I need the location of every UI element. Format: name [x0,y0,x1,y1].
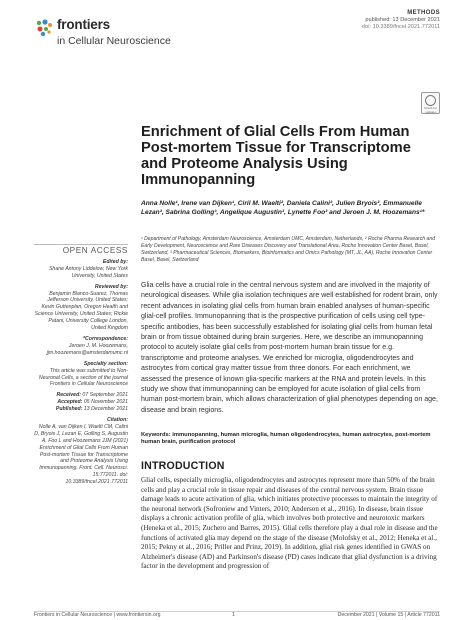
article-meta [362,10,440,31]
specialty-section-label: Specialty section: [83,360,128,367]
abstract: Glia cells have a crucial role in the central nervous system and are involved in the majority of neurological diseases. While glia isolation techniques are well established for rodent brain, only recent advances in isolating glial cells from human brain enabled analyses of human-specific glial-cell profiles. Immunopanning that is the prospective purification of cells using cell type-specific antibodies, has been successfully established for isolating glial cells from human fetal brain or from tissue obtained during brain surgeries. Here, we describe an immunopanning protocol to acutely isolate glial cells from post-mortem human brain tissue for e.g. transcriptome and proteome analyses. We enriched for microglia, oligodendrocytes and astrocytes from cortical gray matter tissue from three donors. For each enrichment, we assessed the presence of known glia-specific markers at the RNA and protein levels. In this study we show that immunopanning can be employed for acute isolation of glial cells from human post-mortem brain, which allows characterization of glial phenotypes depending on age, disease and brain regions. [141,282,438,414]
frontiers-logo-icon [34,18,54,38]
correspondence-label: *Correspondence: [83,335,128,342]
citation-label: Citation: [106,417,128,424]
article-dates [34,392,128,413]
received-date: 07 September 2021 [82,392,128,399]
journal-logo[interactable] [34,16,194,56]
footer-issue-info: December 2021 | Volume 15 | Article 772011 [337,612,440,618]
citation-text: Nolle A, van Dijken I, Waelti CM, Calini D, Bryois J, Lezan E, Golling S, Augustin A, Foo L and Hoozemans JJM (2021) Enrichment of Glial Cells From Human Post-mortem Tissue for Transcriptome and Proteome Analysis Using Immunopanning. Front. Cell. Neurosci. 15:772011. doi: 10.3389/fncel.2021.772011 [34,423,128,486]
keywords-text: immunopanning, human microglia, human oligodendrocytes, human astrocytes, post-mortem human brain, purification protocol [141,432,431,446]
article-title: Enrichment of Glial Cells From Human Post-mortem Tissue for Transcriptome and Proteome Analysis Using Immunopanning [141,124,411,188]
article-doi[interactable]: doi: 10.3389/fncel.2021.772011 [362,24,440,30]
accepted-date: 05 November 2021 [83,399,128,406]
edited-by-label: Edited by: [102,258,128,265]
received-date-row [34,392,128,399]
reviewer-info: Benjamin Blanco-Suarez, Thomas Jefferson University, United States; Kevin Guttenplan, Oregon Health and Science University, United States; Rickie Patani, University College London, United Kingdom [34,290,128,332]
article-sidebar [34,244,128,486]
section-heading-introduction: INTRODUCTION [141,460,225,472]
keywords [141,432,438,446]
article-type: METHODS [407,10,440,16]
check-for-updates-badge[interactable] [421,92,440,114]
reviewed-by-label: Reviewed by: [94,283,128,290]
footer-journal-url[interactable]: Frontiers in Cellular Neuroscience | www.frontiersin.org [34,612,161,618]
introduction-body: Glial cells, especially microglia, oligodendrocytes and astrocytes represent more than 50% of the brain cells and play a crucial role in tissue repair and diseases of the central nervous system. Brain tissue damage leads to acute activation of glia, which initiates protective processes to maintain the integrity of the neuronal network (Sofroniew and Vinters, 2010; Anderson et al., 2016). In disease, brain tissue displays a chronic activation profile of glia, which involves both protective and neurotoxic markers (Heneka et al., 2015; Zuchero and Barres, 2015). Glial cells therefore play a dual role in disease and the functions of activated glia may depend on the stage of the disease (Molofsky et al., 2012; Heneka et al., 2015; Pekny et al., 2016; Priller and Prinz, 2019). In addition, glial risk genes identified in GWAS on Alzheimer's disease (AD) and Parkinson's disease (PD) cases indicate that glial dysfunction is a driving factor in the development and progression of [141,476,438,571]
specialty-section-info: This article was submitted to Non-Neuronal Cells, a section of the journal Frontiers in Cellular Neuroscience [38,367,128,388]
author-list: Anna Nolle¹, Irene van Dijken¹, Ciril M. Waelti², Daniela Calini², Julien Bryois², Emmanuelle Lezan³, Sabrina Golling³, Angelique Augustin³, Lynette Foo² and Jeroen J. M. Hoozemans¹* [141,200,425,217]
update-check-icon [425,95,436,106]
accepted-label: Accepted: [57,399,83,406]
check-updates-label: Check for updates [424,106,437,114]
footer-page-number: 1 [232,612,235,618]
keywords-label: Keywords: [141,432,171,438]
brand-name: frontiers [57,17,110,32]
affiliations: ¹ Department of Pathology, Amsterdam Neuroscience, Amsterdam UMC, Amsterdam, Netherlands, ² Roche Pharma Research and Early Development, Neuroscience and Rare Diseases Discovery and Translational Area, Roche Innovation Center Basel, Basel, Switzerland, ³ Pharmaceutical Sciences, Biomarkers, Bioinformatics and Omics Pathology (MT, JL, AA), Roche Innovation Center Basel, Basel, Switzerland [141,236,436,263]
sidebar-published-date: 13 December 2021 [83,406,128,413]
published-date-row [34,406,128,413]
correspondence-info[interactable]: Jeroen J. M. Hoozemans, jjm.hoozemans@amsterdamumc.nl [46,342,128,356]
journal-name: in Cellular Neuroscience [57,35,171,47]
editor-info: Shane Antony Liddelow, New York University, United States [48,265,128,279]
received-label: Received: [56,392,81,399]
published-date: published: 13 December 2021 [365,17,440,23]
open-access-label: OPEN ACCESS [34,244,128,255]
accepted-date-row [34,399,128,406]
published-label: Published: [55,406,83,413]
